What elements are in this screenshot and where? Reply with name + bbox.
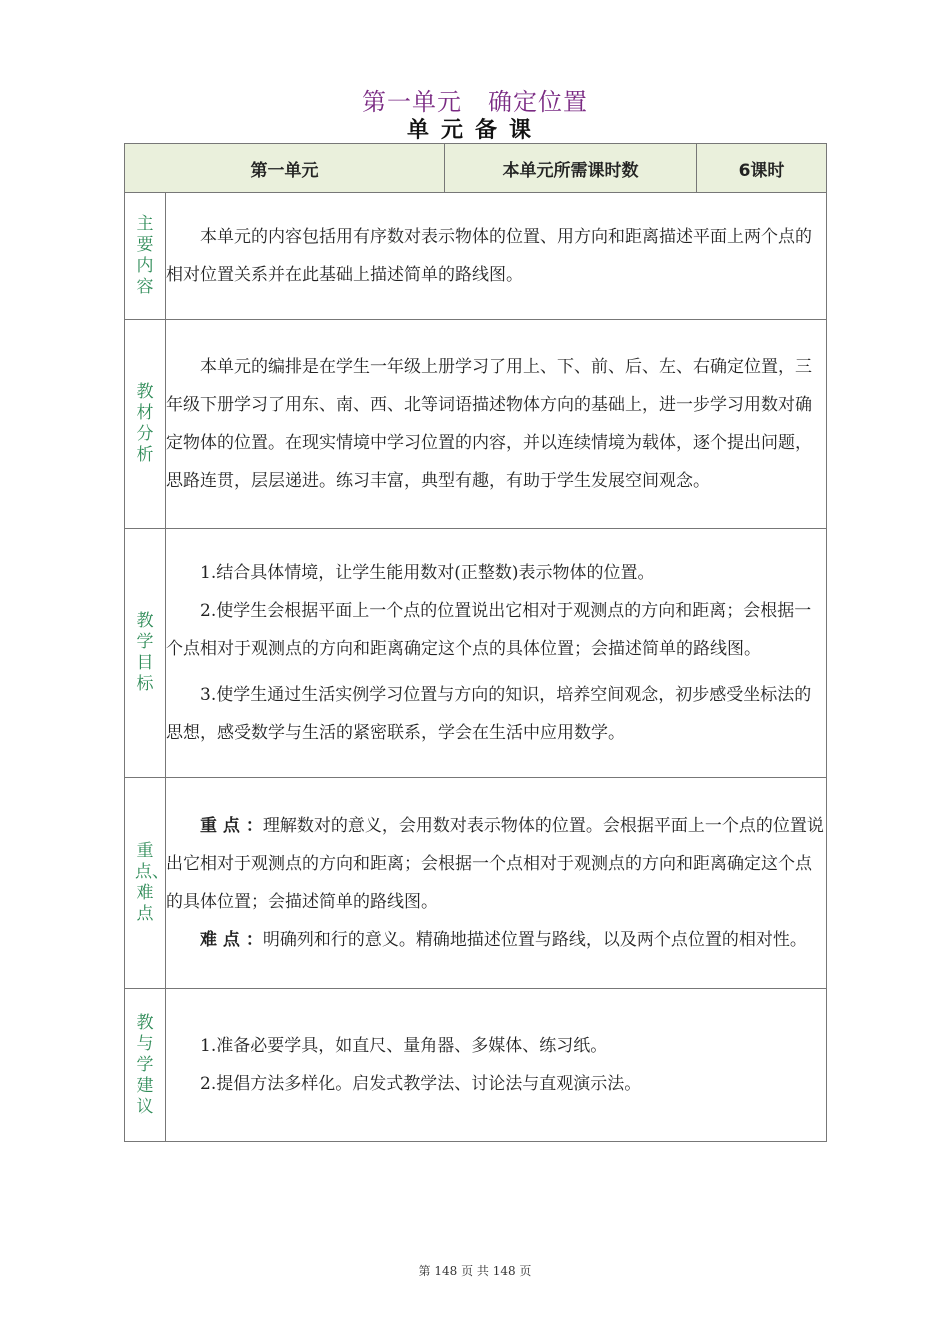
row-teaching-goals — [125, 529, 827, 778]
label-material-analysis: 教材分析 — [125, 320, 166, 529]
title-unit: 第一单元 — [362, 88, 462, 116]
row-main-content — [125, 193, 827, 320]
row-material-analysis — [125, 320, 827, 529]
suggestion-item: 2.提倡方法多样化。启发式教学法、讨论法与直观演示法。 — [200, 1074, 642, 1094]
suggestion-item: 1.准备必要学具，如直尺、量角器、多媒体、练习纸。 — [200, 1036, 608, 1056]
content-key-points — [166, 778, 827, 989]
label-suggestions: 教与学建议 — [125, 989, 166, 1142]
header-hours-value: 6课时 — [697, 144, 827, 193]
label-key-points: 重点、难点 — [125, 778, 166, 989]
content-teaching-goals — [166, 529, 827, 778]
content-suggestions — [166, 989, 827, 1142]
page-title — [0, 82, 950, 117]
lesson-plan-table — [124, 143, 827, 1142]
title-topic: 确定位置 — [488, 88, 588, 116]
goal-item: 1.结合具体情境，让学生能用数对(正整数)表示物体的位置。 — [200, 563, 655, 583]
goal-item: 3.使学生通过生活实例学习位置与方向的知识，培养空间观念，初步感受坐标法的思想，感受数学与生活的紧密联系，学会在生活中应用数学。 — [166, 685, 812, 743]
difficulty — [166, 921, 826, 959]
label-teaching-goals: 教学目标 — [125, 529, 166, 778]
content-main-content: 本单元的内容包括用有序数对表示物体的位置、用方向和距离描述平面上两个点的相对位置关系并在此基础上描述简单的路线图。 — [166, 193, 827, 320]
label-main-content: 主要内容 — [125, 193, 166, 320]
key-point — [166, 807, 826, 921]
page-footer: 第 148 页 共 148 页 — [418, 1264, 532, 1278]
header-hours-label: 本单元所需课时数 — [445, 144, 697, 193]
header-unit: 第一单元 — [125, 144, 445, 193]
row-key-points — [125, 778, 827, 989]
table-header-row — [125, 144, 827, 193]
key-point-text: 理解数对的意义，会用数对表示物体的位置。会根据平面上一个点的位置说出它相对于观测点的方向和距离；会根据一个点相对于观测点的方向和距离确定这个点的具体位置；会描述简单的路线图。 — [166, 816, 824, 912]
goal-item: 2.使学生会根据平面上一个点的位置说出它相对于观测点的方向和距离；会根据一个点相对于观测点的方向和距离确定这个点的具体位置；会描述简单的路线图。 — [166, 601, 812, 659]
row-suggestions — [125, 989, 827, 1142]
difficulty-text: 明确列和行的意义。精确地描述位置与路线，以及两个点位置的相对性。 — [262, 930, 807, 950]
key-point-label: 重 点 ： — [200, 816, 263, 836]
page-subtitle: 单元备课 — [406, 118, 543, 143]
content-material-analysis: 本单元的编排是在学生一年级上册学习了用上、下、前、后、左、右确定位置，三年级下册学习了用东、南、西、北等词语描述物体方向的基础上，进一步学习用数对确定物体的位置。在现实情境中学习位置的内容，并以连续情境为载体，逐个提出问题，思路连贯，层层递进。练习丰富，典型有趣，有助于学生发展空间观念。 — [166, 320, 827, 529]
difficulty-label: 难 点 ： — [200, 930, 263, 950]
